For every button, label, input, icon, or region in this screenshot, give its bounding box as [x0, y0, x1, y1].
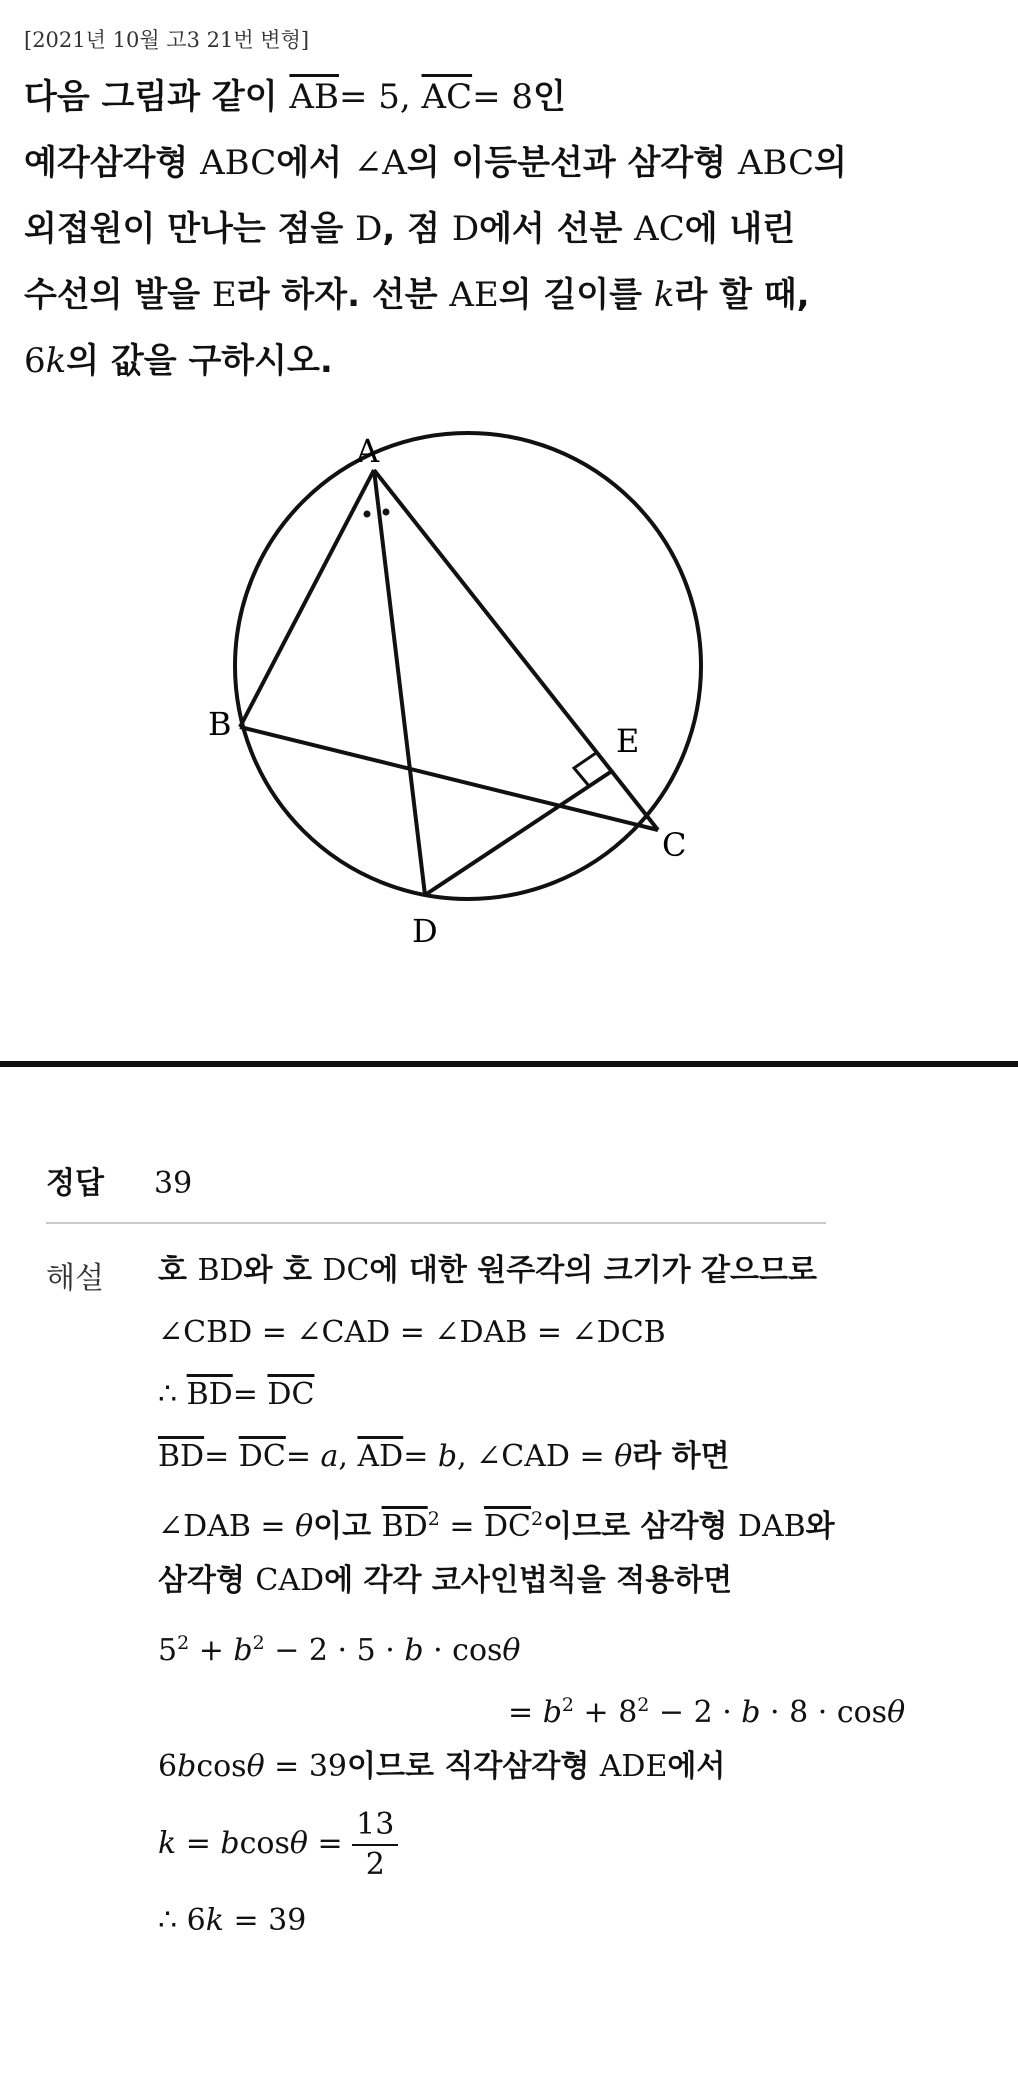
text-run: 에서	[276, 143, 354, 183]
text-run: 라 할 때,	[674, 275, 810, 315]
math-run: b	[220, 1826, 240, 1861]
circumcircle	[235, 433, 701, 899]
text-run: 에 내린	[684, 209, 796, 249]
math-run: − 2 ·	[649, 1695, 742, 1730]
text-run: 수선의 발을	[24, 275, 212, 315]
text-run: 인	[533, 77, 566, 117]
math-run: − 2 · 5 ·	[264, 1633, 405, 1668]
math-run: ADE	[599, 1749, 668, 1784]
text-run: 의 이등분선과 삼각형	[406, 143, 738, 183]
math-run: 2	[427, 1508, 440, 1530]
solution-line	[158, 1364, 978, 1426]
text-run: 예각삼각형	[24, 143, 201, 183]
math-run: $\overline{BD}$	[158, 1439, 205, 1474]
math-run: =	[508, 1695, 543, 1730]
math-run: = 8	[472, 77, 534, 117]
math-run: =	[204, 1439, 239, 1474]
text-run: 의 길이를	[498, 275, 654, 315]
math-run: 6	[158, 1749, 178, 1784]
perpendicular-de	[425, 771, 612, 895]
math-run: ABC	[737, 143, 815, 183]
math-run: =	[176, 1826, 221, 1861]
math-run: ∠A	[353, 143, 407, 183]
math-run: = 39	[264, 1749, 348, 1784]
math-run: D	[355, 209, 383, 249]
text-run: 에 대한 원주각의 크기가 같으므로	[369, 1253, 817, 1288]
text-run: 의	[814, 143, 847, 183]
math-run: DC	[322, 1253, 370, 1288]
math-run: · 8 · cos	[760, 1695, 888, 1730]
math-run: 5	[158, 1633, 178, 1668]
math-run: E	[211, 275, 237, 315]
fraction	[352, 1806, 398, 1884]
segment-ab	[240, 470, 374, 727]
segment-ac	[374, 470, 658, 830]
math-run: θ	[295, 1509, 314, 1544]
text-run: 이므로 직각삼각형	[347, 1749, 600, 1784]
solution-line	[158, 1488, 978, 1550]
right-angle-mark	[574, 753, 596, 786]
math-run: cos	[196, 1749, 247, 1784]
text-run: 에 각각 코사인법칙을 적용하면	[324, 1563, 733, 1598]
math-run: b	[437, 1439, 458, 1474]
math-run: 2	[637, 1694, 650, 1716]
math-run: BD	[197, 1253, 244, 1288]
answer-value: 39	[154, 1166, 193, 1201]
math-run: 2	[252, 1632, 265, 1654]
point-label-e: E	[616, 722, 640, 760]
math-run: = 5,	[338, 77, 422, 117]
text-run: 와 호	[243, 1253, 323, 1288]
math-run: k	[45, 341, 67, 381]
fraction-denominator: 2	[365, 1846, 385, 1882]
problem-line	[24, 64, 984, 130]
solution-line	[158, 1240, 978, 1302]
math-run: $\overline{DC}$	[484, 1509, 532, 1544]
math-run: 2	[177, 1632, 190, 1654]
math-run: b	[404, 1633, 424, 1668]
section-divider	[0, 1061, 1018, 1067]
text-run: 라 하자. 선분	[236, 275, 450, 315]
text-run: 의 값을 구하시오.	[66, 341, 333, 381]
text-run: 에서 선분	[479, 209, 635, 249]
math-run: θ	[246, 1749, 265, 1784]
math-run: =	[403, 1439, 438, 1474]
math-run: ,	[338, 1439, 358, 1474]
math-run: =	[232, 1377, 268, 1412]
math-run: cos	[239, 1826, 290, 1861]
math-run: k	[205, 1903, 224, 1938]
text-run: 외접원이 만나는 점을	[24, 209, 356, 249]
math-run: b	[233, 1633, 253, 1668]
problem-statement	[24, 64, 984, 394]
solution-line	[158, 1674, 978, 1736]
math-run: k	[158, 1826, 177, 1861]
point-label-a: A	[356, 432, 380, 470]
geometry-figure	[190, 430, 750, 990]
math-run: DAB	[737, 1509, 806, 1544]
math-run: ∠DAB =	[158, 1509, 296, 1544]
math-run: · cos	[423, 1633, 503, 1668]
math-run: $\overline{AC}$	[421, 77, 473, 117]
answer-label: 정답	[46, 1166, 104, 1201]
math-run: k	[653, 275, 675, 315]
angle-mark-dot	[364, 511, 371, 518]
math-run: $\overline{AD}$	[357, 1439, 404, 1474]
math-run: $\overline{DC}$	[267, 1377, 315, 1412]
text-run: 다음 그림과 같이	[24, 77, 290, 117]
solution-line	[158, 1798, 978, 1890]
text-run: 삼각형	[158, 1563, 256, 1598]
math-run: a	[320, 1439, 339, 1474]
math-run: $\overline{DC}$	[238, 1439, 286, 1474]
math-run: $\overline{BD}$	[381, 1509, 428, 1544]
math-run: +	[189, 1633, 234, 1668]
solution-line	[158, 1550, 978, 1612]
solution-body	[158, 1240, 978, 1952]
math-run: 2	[531, 1508, 544, 1530]
text-run: 라 하면	[632, 1439, 730, 1474]
text-run: 이고	[313, 1509, 382, 1544]
problem-line	[24, 130, 984, 196]
math-run: θ	[289, 1826, 308, 1861]
problem-line	[24, 196, 984, 262]
problem-source: [2021년 10월 고3 21번 변형]	[24, 28, 310, 52]
math-run: $\overline{BD}$	[186, 1377, 233, 1412]
math-run: $\overline{AB}$	[289, 77, 339, 117]
text-run: 호	[158, 1253, 198, 1288]
solution-line	[158, 1612, 978, 1674]
point-label-d: D	[412, 912, 438, 950]
solution-line	[158, 1736, 978, 1798]
math-run: =	[307, 1826, 353, 1861]
solution-label: 해설	[46, 1261, 104, 1296]
problem-line	[24, 328, 984, 394]
math-run: AC	[634, 209, 685, 249]
problem-line	[24, 262, 984, 328]
text-run: 와	[805, 1509, 835, 1544]
math-run: θ	[502, 1633, 521, 1668]
math-run: 6	[24, 341, 46, 381]
math-run: D	[451, 209, 480, 249]
angle-mark-dot	[383, 509, 390, 516]
point-label-b: B	[208, 705, 232, 743]
angle-bisector-ad	[374, 470, 425, 895]
math-run: θ	[614, 1439, 633, 1474]
fraction-numerator: 13	[352, 1806, 398, 1846]
math-run: b	[177, 1749, 197, 1784]
math-run: =	[439, 1509, 484, 1544]
math-run: CAD	[255, 1563, 325, 1598]
math-run: θ	[887, 1695, 906, 1730]
math-run: ∴	[158, 1377, 187, 1412]
solution-line	[158, 1890, 978, 1952]
math-run: =	[285, 1439, 321, 1474]
math-run: b	[542, 1695, 562, 1730]
math-run: b	[741, 1695, 761, 1730]
math-run: ∴ 6	[158, 1903, 206, 1938]
math-run: ABC	[200, 143, 277, 183]
math-run: = 39	[223, 1903, 307, 1938]
text-run: 이므로 삼각형	[543, 1509, 738, 1544]
math-run: ∠CBD = ∠CAD = ∠DAB = ∠DCB	[158, 1315, 666, 1350]
segment-bc	[240, 727, 658, 830]
solution-line	[158, 1302, 978, 1364]
math-run: AE	[449, 275, 499, 315]
solution-line	[158, 1426, 978, 1488]
circle-diagram	[190, 430, 750, 990]
math-run: 2	[561, 1694, 574, 1716]
math-run: + 8	[574, 1695, 638, 1730]
math-run: , ∠CAD =	[457, 1439, 615, 1474]
point-label-c: C	[662, 826, 687, 864]
answer-divider	[46, 1222, 826, 1224]
text-run: 에서	[667, 1749, 726, 1784]
text-run: , 점	[382, 209, 452, 249]
